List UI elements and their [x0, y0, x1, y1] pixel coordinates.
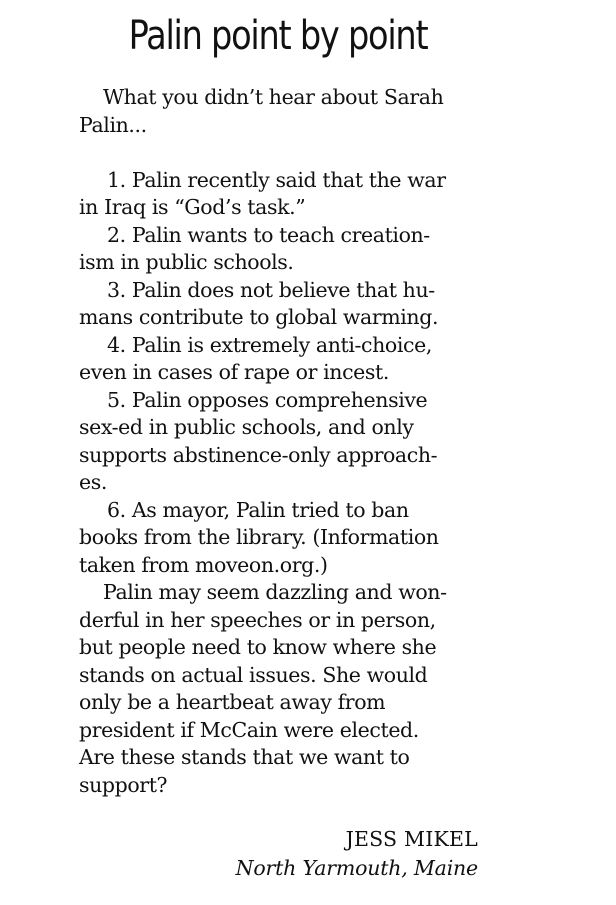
- closing-line: but people need to know where she: [79, 635, 437, 659]
- point-line: in Iraq is “God’s task.”: [79, 195, 306, 219]
- point-line: mans contribute to global warming.: [79, 305, 439, 329]
- point-line: 4. Palin is extremely anti-choice,: [107, 332, 432, 357]
- author-location: North Yarmouth, Maine: [235, 856, 478, 880]
- paragraph-gap: [79, 139, 479, 167]
- point-line: es.: [79, 470, 107, 494]
- point-line: books from the library. (Information: [79, 525, 439, 549]
- point-3: [79, 277, 479, 332]
- point-line: sex-ed in public schools, and only: [79, 415, 414, 439]
- closing-line: Are these stands that we want to: [79, 745, 410, 769]
- closing-line: stands on actual issues. She would: [79, 662, 428, 687]
- signature-block: [236, 825, 478, 883]
- intro-line: What you didn’t hear about Sarah: [103, 85, 444, 109]
- closing-line: derful in her speeches or in person,: [79, 607, 436, 632]
- point-line: supports abstinence-only approach-: [79, 442, 438, 467]
- point-line: even in cases of rape or incest.: [79, 360, 389, 384]
- point-line: taken from moveon.org.): [79, 552, 328, 577]
- point-line: 3. Palin does not believe that hu-: [107, 277, 435, 302]
- closing-line: only be a heartbeat away from: [79, 690, 386, 714]
- point-line: 6. As mayor, Palin tried to ban: [107, 497, 409, 522]
- point-5: [79, 387, 479, 497]
- point-6: [79, 497, 479, 580]
- closing-line: president if McCain were elected.: [79, 717, 419, 742]
- point-4: [79, 332, 479, 387]
- headline: Palin point by point: [128, 13, 428, 59]
- point-line: 1. Palin recently said that the war: [107, 167, 446, 192]
- point-line: ism in public schools.: [79, 250, 294, 274]
- closing-paragraph: [79, 579, 479, 799]
- closing-line: support?: [79, 772, 168, 797]
- point-2: [79, 222, 479, 277]
- point-1: [79, 167, 479, 222]
- closing-line: Palin may seem dazzling and won-: [103, 580, 447, 604]
- point-line: 2. Palin wants to teach creation-: [107, 222, 430, 247]
- intro-line: Palin...: [79, 112, 147, 137]
- point-line: 5. Palin opposes comprehensive: [107, 387, 428, 412]
- author-name: JESS MIKEL: [345, 827, 478, 851]
- letter-body: [79, 84, 479, 799]
- intro-paragraph: [79, 84, 479, 139]
